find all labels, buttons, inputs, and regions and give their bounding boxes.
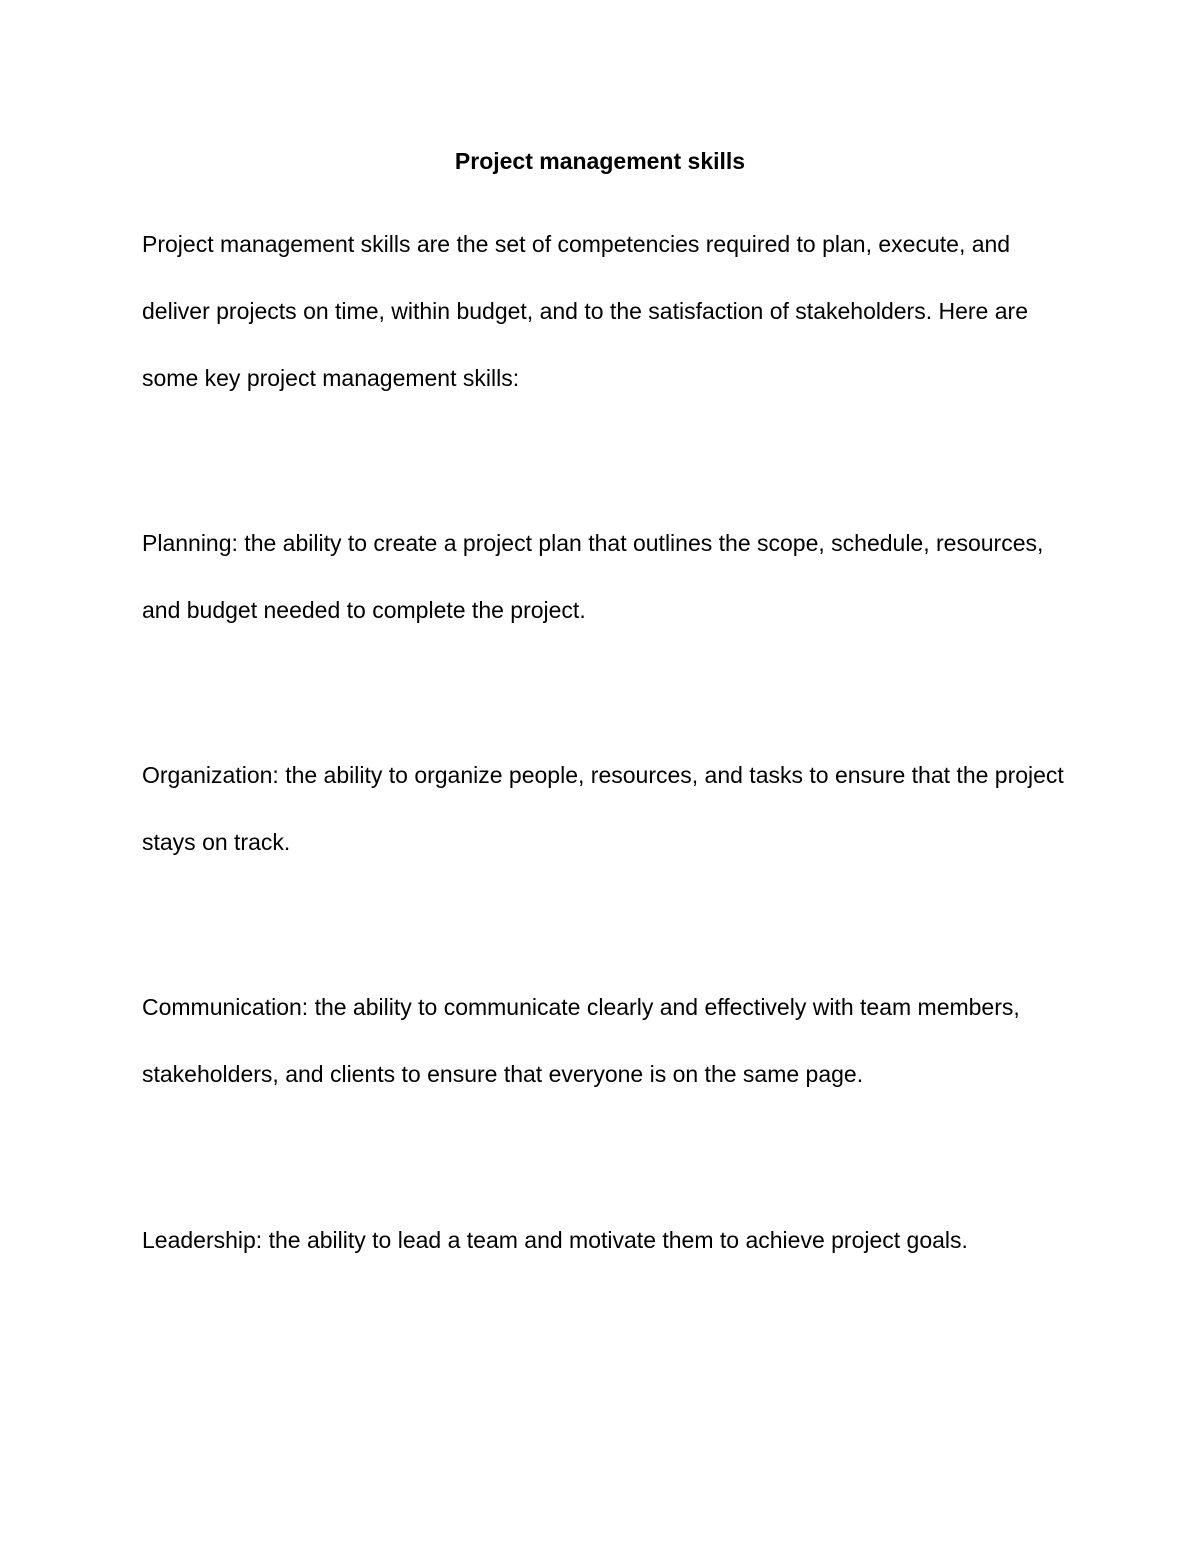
skill-paragraph-communication: Communication: the ability to communicate clearly and effectively with team members, stakeholders, and clients to ensure that everyone is on the same page.: [142, 994, 1020, 1087]
document-title: Project management skills: [454, 148, 746, 174]
skill-paragraph-organization: Organization: the ability to organize people, resources, and tasks to ensure that the project stays on track.: [142, 762, 1064, 855]
skill-paragraph-leadership: Leadership: the ability to lead a team and motivate them to achieve project goals.: [142, 1227, 968, 1253]
skill-paragraph-planning: Planning: the ability to create a project plan that outlines the scope, schedule, resources, and budget needed to complete the project.: [142, 530, 1044, 623]
intro-paragraph: Project management skills are the set of competencies required to plan, execute, and deliver projects on time, within budget, and to the satisfaction of stakeholders. Here are some key project management skills:: [142, 231, 1028, 391]
